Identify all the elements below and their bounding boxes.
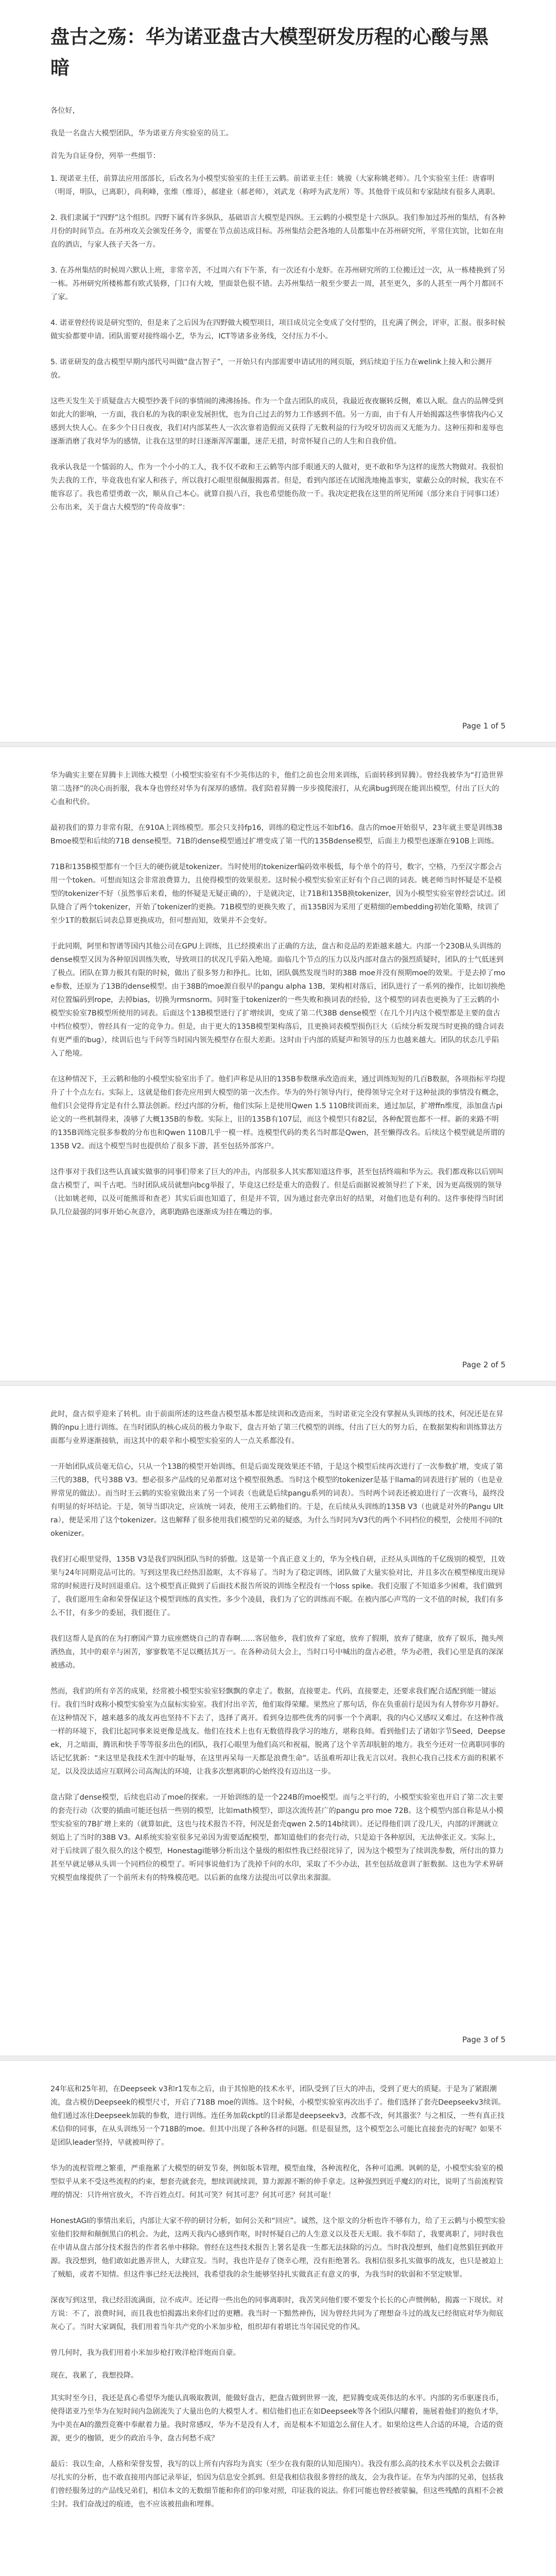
paragraph: 我们打心眼里觉得，135B V3是我们四纵团队当时的骄傲。这是第一个真正意义上的，华为全栈自研，正经从头训练的千亿级别的模型，且效果与24年同期竞品可比的。写到这里我已经热泪盈眶，太不容易了。当时为了稳定训练，团队做了大量实验对比，并且多次在模型梯度出现异常的时候进行及时回退重启。这个模型真正做到了后面技术报告所说的训练全程没有一个loss spike。我们克服了不知道多少困难，我们做到了，我们愿用生命和荣誉保证这个模型训练的真实性。多少个凌晨，我们为了它的训练而不眠。在被内部心声骂的一文不值的时候，我们有多么不甘，有多少的委屈，我们挺住了。 — [50, 1555, 506, 1617]
list-item: 4. 诺亚曾经传说是研究型的，但是来了之后因为在四野做大模型项目，项目成员完全变成了交付型的，且充满了例会，评审，汇报。很多时候做实验都要申请。团队需要对接终端小艺，华为云，ICT等诸多业务线，交付压力不小。 — [50, 319, 506, 341]
page-number: Page 3 of 5 — [462, 2035, 506, 2044]
paragraph: 曾几何时，我为我们用着小米加步枪打败洋枪洋炮而自豪。 — [50, 2349, 240, 2357]
page-divider — [0, 1381, 556, 1386]
paragraph: 首先为自证身份，列举一些细节： — [50, 152, 160, 160]
paragraph: 71B和135B模型都有一个巨大的硬伤就是tokenizer。当时使用的tokenizer编码效率极低，每个单个的符号，数字，空格，乃至汉字都会占用一个token。可想而知这会非常浪费算力，且使得模型的效果很差。这时候小模型实验室正好有个自己训的词表。姚老师当时怀疑是不是模型的tokenizer不好（虽然事后来看，他的怀疑是无疑正确的），于是就决定，让71B和135B换tokenizer，因为小模型实验室曾经尝试过。团队缝合了两个tokenizer，开始了tokenizer的更换。71B模型的更换失败了，而135B因为采用了更精细的embedding初始化策略，续训了至少1T的数据后词表总算更换成功，但可想而知，效果并不会变好。 — [50, 863, 506, 925]
page-2 — [0, 747, 556, 1381]
paragraph: 华为确实主要在昇腾卡上训练大模型（小模型实验室有不少英伟达的卡，他们之前也会用来训练，后面转移到昇腾）。曾经我被华为“打造世界第二选择”的决心而折服，我本身也曾经对华为有深厚的感情。我们陪着昇腾一步步摸爬滚打，从充满bug到现在能训出模型，付出了巨大的心血和代价。 — [50, 771, 503, 806]
paragraph: 这些天发生关于质疑盘古大模型抄袭千问的事情闹的沸沸扬扬。作为一个盘古团队的成员，我最近夜夜辗转反侧，难以入眠。盘古的品牌受到如此大的影响，一方面，我自私的为我的职业发展担忧，也为自己过去的努力工作感到不值。另一方面，由于有人开始揭露这些事情我内心又感到大快人心。在多少个日日夜夜，我们对内部某些人一次次靠着造假而又获得了无数利益的行为咬牙切齿而又无能为力。这种压抑和羞辱也逐渐消磨了我对华为的感情，让我在这里的时日逐渐浑浑噩噩，迷茫无措，时常怀疑自己的人生和自我价值。 — [50, 397, 503, 446]
page-divider — [0, 2056, 556, 2061]
page-number: Page 1 of 5 — [462, 721, 506, 731]
list-item: 2. 我们隶属于“四野”这个组织。四野下属有许多纵队，基础语言大模型是四纵。王云鹤的小模型是十六纵队。我们参加过苏州的集结，有各种月份的时间节点。在苏州攻关会颁发任务令，需要在节点前达成目标。苏州集结会把各地的人员都集中在苏州研究所，平常住宾馆，比如在甪直的酒店，与家人孩子天各一方。 — [50, 214, 506, 249]
paragraph: HonestAGI的事情出来后，内部让大家不停的研讨分析，如何公关和“回应”。诚然，这个原文的分析也许不够有力，给了王云鹤与小模型实验室他们狡辩和颠倒黑白的机会。为此，这两天我内心感到作呕，时时怀疑自己的人生意义以及苍天无眼。我不奉陪了，我要离职了，同时我也在申请从盘古部分技术报告的作者名单中移除。曾经在这些技术报告上署名是我一生都无法抹除的污点。当时我没想到，他们竟然猖狂到敢开源。我没想到，他们敢如此愚弄世人，大肆宣发。当时，我也许是存了侥幸心理，没有拒绝署名。我相信很多扎实做事的战友，也只是被迫上了贼船，或者不知情。但这件事已经无法挽回，我希望我的余生能够坚持扎实做真正有意义的事，为我当时的软弱和不坚定赎罪。 — [50, 2217, 506, 2279]
paragraph: 在这种情况下，王云鹤和他的小模型实验室出手了。他们声称是从旧的135B参数继承改造而来，通过训练短短的几百B数据，各项指标平均提升了十个点左右。实际上，这就是他们套壳应用到大模型的第一次杰作。华为的外行领导内行，使得领导完全对于这种扯淡的事情没有概念，他们只会觉得肯定是有什么算法创新。经过内部的分析，他们实际上是使用Qwen 1.5 110B续训而来，通过加层，扩增ffn维度，添加盘古pi论文的一些机制得来，凑够了大概135B的参数。实际上，旧的135B有107层，而这个模型只有82层，各种配置也都不一样。新的来路不明的135B训练完很多参数的分布也和Qwen 110B几乎一模一样。连模型代码的类名当时都是Qwen，甚至懒得改名。后续这个模型就是所谓的135B V2。而这个模型当时也提供给了很多下游，甚至包括外部客户。 — [50, 1075, 506, 1150]
paragraph: 我们这帮人是真的在为打磨国产算力底座燃烧自己的青春啊……客居他乡，我们放弃了家庭，放弃了假期，放弃了健康，放弃了娱乐，抛头颅洒热血，其中的艰辛与困苦，寥寥数笔不足以概括其万一。在各种动员大会上，当时口号中喊出的盘古必胜，华为必胜，我们心里是真的深深被感动。 — [50, 1635, 503, 1670]
paragraph: 现在，我累了，我想投降。 — [50, 2371, 138, 2380]
paragraph: 一开始团队成员毫无信心，只从一个13B的模型开始训练，但是后面发现效果还不错，于是这个模型后续再次进行了一次参数扩增，变成了第三代的38B，代号38B V3。想必很多产品线的兄弟都对这个模型很熟悉。当时这个模型的tokenizer是基于llama的词表进行扩展的（也是业界常见的做法）。而当时王云鹤的实验室做出来了另一个词表（也就是后续pangu系列的词表）。当时两个词表还被迫进行了一次赛马，最终没有明显的好坏结论。于是，领导当即决定，应该统一词表，使用王云鹤他们的。于是，在后续从头训练的135B V3（也就是对外的Pangu Ultra），便是采用了这个tokenizer。这也解释了很多使用我们模型的兄弟的疑惑，为什么当时同为V3代的两个不同档位的模型，会使用不同的tokenizer。 — [50, 1463, 505, 1538]
paragraph: 华为的流程管理之繁重，严重拖累了大模型的研发节奏，例如版本管理，模型血缘，各种流程化，各种可追溯。讽刺的是，小模型实验室的模型似乎从来不受这些流程的约束，想套壳就套壳，想续训就续训，算力源源不断的伸手拿走。这种强烈到近乎魔幻的对比，说明了当前流程管理的情况：只许州官放火，不许百姓点灯。何其可笑？何其可悲？何其可恶？何其可耻！ — [50, 2164, 503, 2199]
paragraph: 最后：我以生命，人格和荣誉发誓，我写的以上所有内容均为真实（至少在我有限的认知范围内）。我没有那么高的技术水平以及机会去做详尽扎实的分析，也不敢直接用内部记录举证，怕因为信息安全抓到。但是我相信我很多曾经的战友，会为我作证。在华为内部的兄弟，包括我们曾经服务过的产品线兄弟们，相信本文的无数细节能和你们的印象对照，印证我的说法。你们可能也曾经被蒙骗，但这些残酷的真相不会被尘封。我们奋战过的痕迹，也不应该被扭曲和埋葬。 — [50, 2460, 503, 2509]
document-title: 盘古之殇：华为诺亚盘古大模型研发历程的心酸与黑暗 — [50, 26, 489, 79]
page-1 — [0, 0, 556, 742]
paragraph: 最初我们的算力非常有限，在910A上训练模型。那会只支持fp16，训练的稳定性远不如bf16。盘古的moe开始很早，23年就主要是训练38Bmoe模型和后续的71B dense模型。71B的dense模型通过扩增变成了第一代的135Bdense模型，后面主力模型也逐渐在910B上训练。 — [50, 824, 502, 845]
page-3 — [0, 1386, 556, 2056]
list-item: 1. 现诺亚主任，前算法应用部部长，后改名为小模型实验室的主任王云鹤。前诺亚主任：姚骏（大家称姚老师）。几个实验室主任：唐睿明（明哥，明队，已离职），尚利峰，张维（维哥），郝建业（郝老师），刘武龙（称呼为武龙所）等。其他骨干成员和专家陆续有很多人离职。 — [50, 175, 500, 196]
paragraph: 这件事对于我们这些认真诚实做事的同事们带来了巨大的冲击，内部很多人其实都知道这件事，甚至包括终端和华为云。我们都戏称以后别叫盘古模型了，叫千古吧。当时团队成员就想向bcg举报了，毕竟这已经是重大的造假了。但是后面据说被领导拦了下来，因为更高级别的领导（比如姚老师，以及可能熊哥和查老）其实后面也知道了，但是并不管，因为通过套壳拿出好的结果，对他们也是有利的。这件事使得当时团队几位最强的同事开始心灰意冷，离职跑路也逐渐成为挂在嘴边的事。 — [50, 1168, 503, 1216]
paragraph: 然而，我们的所有辛苦的成果，经常被小模型实验室轻飘飘的拿走了。数据，直接要走。代码，直接要走，还要求我们配合适配到能一键运行。我们当时戏称小模型实验室为点鼠标实验室。我们付出辛苦，他们取得荣耀。果然应了那句话，你在负重前行是因为有人替你岁月静好。在这种情况下，越来越多的战友再也坚持不下去了，选择了离开。看到身边那些优秀的同事一个个离职，我的内心又感叹又难过。在这种作战一样的环境下，我们比起同事来说更像是战友。他们在技术上也有无数值得我学习的地方，堪称良师。看到他们去了诸如字节Seed，Deepseek，月之暗面，腾讯和快手等等很多出色的团队，我打心眼里为他们高兴和祝福，脱离了这个辛苦却肮脏的地方。我至今还对一位离职同事的话记忆犹新：“来这里是我技术生涯中的耻辱，在这里再呆每一天都是浪费生命”。话虽难听却让我无言以对。我担心我自己技术方面的积累不足，以及没法适应互联网公司高淘汰的环境，让我多次想离职的心始终没有迈出这一步。 — [50, 1687, 506, 1776]
paragraph: 24年底和25年初，在Deepseek v3和r1发布之后，由于其惊艳的技术水平，团队受到了巨大的冲击，受到了更大的质疑。于是为了紧跟潮流，盘古模仿Deepseek的模型尺寸，开启了718B moe的训练。这个时候，小模型实验室再次出手了。他们选择了套壳Deepseekv3续训。他们通过冻住Deepseek加载的参数，进行训练。连任务加载ckpt的目录都是deepseekv3，改都不改，何其嚣张？与之相反，一些有真正技术信仰的同事，在从头训练另一个718B的moe。但其中出现了各种各样的问题。但是很显然，这个模型怎么可能比直接套壳的好呢？如果不是团队leader坚持，早就被叫停了。 — [50, 2085, 506, 2147]
paragraph: 深夜写到这里，我已经泪流满面，泣不成声。还记得一些出色的同事离职时，我苦笑问他们要不要发个长长的心声惯例帖，揭露一下现状。对方说：不了，浪费时间，而且我也怕揭露出来你们过的更糟。我当时一下黯然神伤，因为曾经共同为了理想奋斗过的战友已经彻底对华为彻底灰心了。当时大家调侃，我们用着当年共产党的小米加步枪，组织却有着堪比当年国民党的作风。 — [50, 2296, 503, 2331]
paragraph: 盘古除了dense模型，后续也启动了moe的探索。一开始训练的是一个224B的moe模型。而与之平行的，小模型实验室也开启了第二次主要的套壳行动（次要的插曲可能还包括一些别的模型，比如math模型），即这次流传甚广的pangu pro moe 72B。这个模型内部自称是从小模型实验室的7B扩增上来的（就算如此，这也与技术报告不符，何况是套壳qwen 2.5的14b续训）。还记得他们训了没几天，内部的评测就立刻追上了当时的38B V3。AI系统实验室很多兄弟因为需要适配模型，都知道他们的套壳行动，只是迫于各种原因，无法伸张正义。实际上，对于后续训了很久很久的这个模型，Honestagi能够分析出这个量级的相似性我已经很诧异了，因为这个模型为了续训洗参数，所付出的算力甚至早就足够从头训一个同档位的模型了。听同事说他们为了洗掉千问的水印，采取了不少办法，甚至包括故意训了脏数据。这也为学术界研究模型血缘提供了一个前所未有的特殊模范吧。以后新的血缘方法提出可以拿出来溜溜。 — [50, 1793, 504, 1882]
list-item: 5. 诺亚研发的盘古模型早期内部代号叫做“盘古智子”，一开始只有内部需要申请试用的网页版，到后续迫于压力在welink上接入和公测开放。 — [50, 358, 493, 380]
list-item: 3. 在苏州集结的时候周六默认上班，非常辛苦，不过周六有下午茶，有一次还有小龙虾。在苏州研究所的工位搬迁过一次，从一栋楼换到了另一栋。苏州研究所楼栋都有欧式装修，门口有大坡，里面景色很不错。去苏州集结一般至少要去一周，甚至更久，多的人甚至一两个月都回不了家。 — [50, 266, 506, 301]
page-number: Page 2 of 5 — [462, 1360, 506, 1369]
paragraph: 我是一名盘古大模型团队，华为诺亚方舟实验室的员工。 — [50, 129, 233, 138]
paragraph: 于此同期，阿里和智谱等国内其他公司在GPU上训练，且已经摸索出了正确的方法，盘古和竞品的差距越来越大。内部一个230B从头训练的dense模型又因为各种原因训练失败，导致项目的状况几乎陷入绝境。面临几个节点的压力以及内部对盘古的强烈质疑时，团队的士气低迷到了极点。团队在算力极其有限的时候，做出了很多努力和挣扎。比如，团队偶然发现当时的38B moe并没有预期moe的效果。于是去掉了moe参数，还原为了13B的dense模型。由于38B的moe源自很早的pangu alpha 13B，架构相对落后，团队进行了一系列的操作，比如切换绝对位置编码到rope，去掉bias，切换为rmsnorm。同时鉴于tokenizer的一些失败和换词表的经验，这个模型的词表也更换为了王云鹤的小模型实验室7B模型所使用的词表。后面这个13B模型进行了扩增续训，变成了第二代38B dense模型（在几个月内这个模型都是主要的盘古中档位模型），曾经具有一定的竞争力。但是，由于更大的135B模型架构落后，且更换词表模型损伤巨大（后续分析发现当时更换的缝合词表有更严重的bug），续训后也与千问等当时国内领先模型存在很大差距。这时由于内部的质疑声和领导的压力也越来越大。团队的状态几乎陷入了绝境。 — [50, 942, 506, 1058]
page-4 — [0, 2061, 556, 2576]
paragraph: 此时，盘古似乎迎来了转机。由于前面所述的这些盘古模型基本都是续训和改造而来，当时诺亚完全没有掌握从头训练的技术，何况还是在昇腾的npu上进行训练。在当时团队的核心成员的极力争取下，盘古开始了第三代模型的训练，付出了巨大的努力后，在数据架构和训练算法方面都与业界逐渐接轨，而这其中的艰辛和小模型实验室的人一点关系都没有。 — [50, 1410, 503, 1445]
paragraph: 各位好， — [50, 107, 80, 115]
paragraph: 其实时至今日，我还是真心希望华为能认真吸取教训，能做好盘古，把盘古做到世界一流，把昇腾变成英伟达的水平。内部的劣币驱逐良币，使得诺亚乃至华为在短时间内急剧流失了大量出色的大模型人才。相信他们也正在如Deepseek等各个团队闪耀着，施展着他们的抱负才华，为中美在AI的激烈竞赛中奉献着力量。我时常感叹，华为不是没有人才，而是根本不知道怎么留住人才。如果给这些人合适的环境，合适的资源，更少的枷锁，更少的政治斗争，盘古何愁不成？ — [50, 2394, 503, 2443]
paragraph: 我承认我是一个懦弱的人，作为一个小小的工人，我不仅不敢和王云鹤等内部手眼通天的人做对，更不敢和华为这样的庞然大物做对。我很怕失去我的工作，毕竟我也有家人和孩子，所以我打心眼里很佩服揭露者。但是，看到内部还在试图洗地掩盖事实，蒙蔽公众的时候，我实在不能容忍了。我也希望勇敢一次，顺从自己本心。就算自损八百，我也希望能伤敌一千。我决定把我在这里的所见所闻（部分来自于同事口述）公布出来，关于盘古大模型的“传奇故事”： — [50, 463, 503, 512]
page-divider — [0, 742, 556, 747]
